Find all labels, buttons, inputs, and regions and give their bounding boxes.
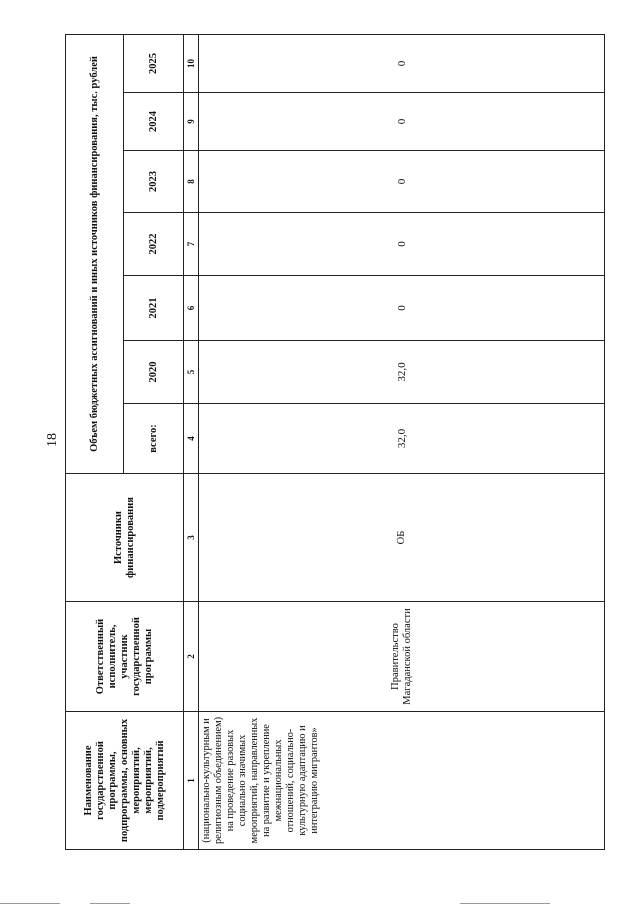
header-name: Наименование государственной программы, подпрограммы, основных мероприятий, мероприятий, подмероприятий	[66, 712, 184, 850]
header-year-2020: 2020	[124, 341, 184, 404]
rotated-table-area	[65, 35, 605, 850]
row-total: 32,0	[199, 404, 605, 474]
header-year-2023: 2023	[124, 151, 184, 213]
colnum-1: 1	[184, 712, 199, 850]
colnum-7: 7	[184, 213, 199, 276]
row-value-2024: 0	[199, 93, 605, 151]
row-value-2021: 0	[199, 276, 605, 341]
row-value-2025: 0	[199, 34, 605, 92]
header-volume: Объем бюджетных ассигнований и иных источников финансирования, тыс. рублей	[66, 34, 124, 473]
page-number: 18	[45, 433, 60, 447]
colnum-6: 6	[184, 276, 199, 341]
header-total: всего:	[124, 404, 184, 474]
header-executor: Ответственный исполнитель, участник государственной программы	[66, 602, 184, 712]
header-year-2025: 2025	[124, 34, 184, 92]
table-row	[199, 34, 605, 849]
colnum-3: 3	[184, 474, 199, 602]
financing-table-container	[65, 35, 605, 850]
scan-artifact	[460, 903, 550, 904]
colnum-2: 2	[184, 602, 199, 712]
header-year-2021: 2021	[124, 276, 184, 341]
row-value-2023: 0	[199, 151, 605, 213]
scan-artifact	[90, 903, 130, 904]
financing-table	[65, 34, 605, 850]
colnum-10: 10	[184, 34, 199, 92]
row-name: (национально-культурным и религиозным объединением) на проведение разовых социально значимых мероприятий, направленных на развитие и укрепление межнациональных отношений, социально-культурную адаптацию и интеграцию мигрантов»	[199, 712, 605, 850]
colnum-8: 8	[184, 151, 199, 213]
colnum-5: 5	[184, 341, 199, 404]
row-source: ОБ	[199, 474, 605, 602]
row-value-2020: 32,0	[199, 341, 605, 404]
row-value-2022: 0	[199, 213, 605, 276]
header-year-2022: 2022	[124, 213, 184, 276]
row-executor: Правительство Магаданской области	[199, 602, 605, 712]
colnum-9: 9	[184, 93, 199, 151]
header-year-2024: 2024	[124, 93, 184, 151]
colnum-4: 4	[184, 404, 199, 474]
scan-artifact	[0, 903, 60, 904]
header-source: Источники финансирования	[66, 474, 184, 602]
